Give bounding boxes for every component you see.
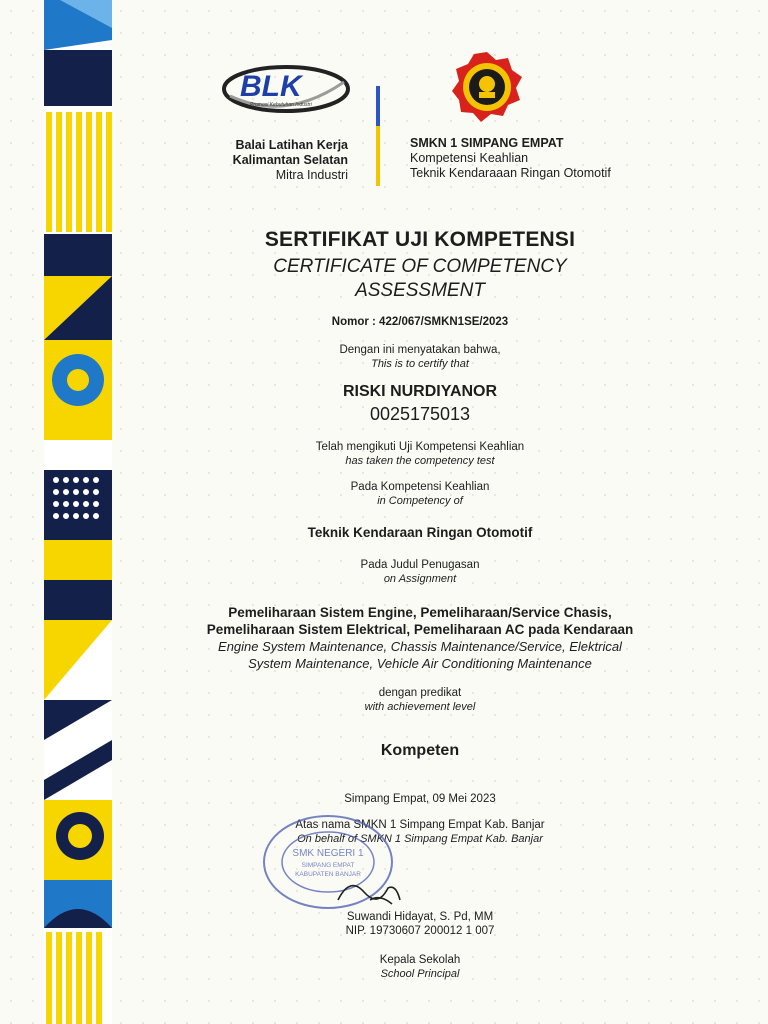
certificate-number: Nomor : 422/067/SMKN1SE/2023 [331, 316, 509, 328]
school-name: SMKN 1 SIMPANG EMPAT [410, 136, 564, 150]
stamp-line2: SIMPANG EMPAT [301, 862, 355, 869]
behalf-statement [90, 818, 750, 846]
achievement-level: Kompeten [380, 742, 460, 759]
school-program: Teknik Kendaraaan Ringan Otomotif [410, 166, 611, 180]
blk-organization [233, 138, 348, 183]
blk-logo-text: BLK [240, 70, 302, 103]
assignment-title-id-line1: Pemeliharaan Sistem Engine, Pemeliharaan/Service Chasis, [228, 605, 612, 620]
stamp-line1: SMK NEGERI 1 [292, 848, 364, 859]
blk-logo-tagline: Promosi Kebutuhan Industri [250, 102, 312, 108]
school-program-label: Kompetensi Keahlian [410, 151, 529, 165]
assignment-title-id-line2: Pemeliharaan Sistem Elektrical, Pemeliharaan AC pada Kendaraan [206, 622, 634, 637]
certify-statement [90, 343, 750, 371]
behalf-statement-en: On behalf of SMKN 1 Simpang Empat Kab. Banjar [297, 833, 543, 845]
assignment-label-id: Pada Judul Penugasan [360, 559, 480, 571]
blk-logo [220, 62, 352, 116]
behalf-statement-id: Atas nama SMKN 1 Simpang Empat Kab. Banjar [295, 819, 545, 831]
certificate-title-en [90, 255, 750, 303]
competency-label [90, 480, 750, 508]
certificate-title-en-line1: CERTIFICATE OF COMPETENCY [273, 256, 567, 277]
place-date [90, 792, 750, 806]
recipient-name: RISKI NURDIYANOR [342, 383, 498, 400]
assignment-title-id [90, 604, 750, 638]
signer-role [90, 953, 750, 981]
competency-label-id: Pada Kompetensi Keahlian [350, 481, 490, 493]
competency-name: Teknik Kendaraan Ringan Otomotif [307, 525, 533, 540]
certificate-title-en-line2: ASSESSMENT [355, 280, 485, 301]
school-emblem [450, 50, 524, 124]
assignment-label-en: on Assignment [383, 573, 457, 585]
assignment-title-en [90, 638, 750, 672]
signer-block [90, 910, 750, 938]
blk-name-line2: Kalimantan Selatan [232, 153, 348, 167]
assignment-title-en-line1: Engine System Maintenance, Chassis Maintenance/Service, Elektrical [218, 639, 622, 654]
level-label-id: dengan predikat [378, 687, 462, 699]
level-label-en: with achievement level [364, 701, 476, 713]
signer-role-en: School Principal [380, 968, 460, 980]
certificate-title: SERTIFIKAT UJI KOMPETENSI [264, 228, 576, 251]
test-statement [90, 440, 750, 468]
signer-nip: NIP. 19730607 200012 1 007 [345, 925, 495, 937]
signer-role-id: Kepala Sekolah [379, 954, 461, 966]
place-date-text: Simpang Empat, 09 Mei 2023 [344, 793, 496, 805]
test-statement-en: has taken the competency test [345, 455, 495, 467]
assignment-title-en-line2: System Maintenance, Vehicle Air Conditioning Maintenance [248, 656, 592, 671]
signature-mark [330, 870, 410, 910]
assignment-label [90, 558, 750, 586]
certify-statement-id: Dengan ini menyatakan bahwa, [339, 344, 501, 356]
blk-name-line1: Balai Latihan Kerja [235, 138, 348, 152]
certificate-header [0, 0, 768, 200]
header-divider [376, 86, 380, 186]
blk-name-line3: Mitra Industri [275, 168, 348, 182]
signer-name: Suwandi Hidayat, S. Pd, MM [346, 911, 494, 923]
stamp-line3: KABUPATEN BANJAR [295, 871, 361, 878]
recipient-number: 0025175013 [369, 404, 471, 424]
certify-statement-en: This is to certify that [371, 358, 469, 370]
competency-label-en: in Competency of [377, 495, 463, 507]
level-label [90, 686, 750, 714]
school-organization [410, 136, 611, 181]
test-statement-id: Telah mengikuti Uji Kompetensi Keahlian [315, 441, 525, 453]
